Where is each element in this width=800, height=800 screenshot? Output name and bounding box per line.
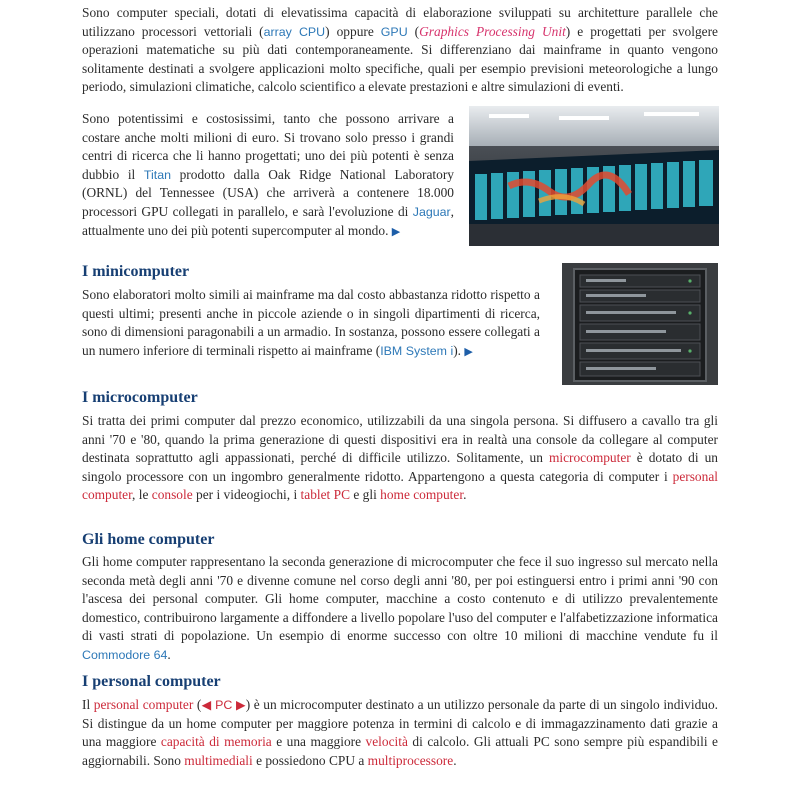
commodore-64-link[interactable]: Commodore 64 xyxy=(82,647,168,662)
memory-capacity-term: capacità di memoria xyxy=(160,734,272,750)
tablet-pc-term: tablet PC xyxy=(300,487,351,503)
microcomputer-paragraph: Si tratta dei primi computer dal prezzo economico, utilizzabili da una singola persona. Si diffusero a cavallo tra gli anni '70 e '80, quando la prima generazione di questi dispositivi era in realtà una console da collegare al computer destinata soprattutto agli appassionati, perché di difficile utilizzo. Solitamente, un microcomputer è dotato di un singolo processore con un ingombro generalmente ridotto. Appartengono a questa categoria di computer i personal computer, le console per i videogiochi, i tablet PC e gli home computer. xyxy=(82,413,718,503)
microcomputer-heading: I microcomputer xyxy=(82,389,198,406)
personal-computer-paragraph: Il personal computer (◀ PC ▶) è un microcomputer destinato a un utilizzo personale da parte di un singolo individuo. Si distingue da un home computer per maggiore potenza in termini di calcolo e di immagazzinamento dati grazie a una maggiore capacità di memoria e una maggiore velocità di calcolo. Gli attuali PC sono sempre più espandibili e aggiornabili. Sono multimediali e possiedono CPU a multiprocessore. xyxy=(82,697,719,768)
home-computer-paragraph: Gli home computer rappresentano la seconda generazione di microcomputer che fece il suo ingresso sul mercato nella seconda metà degli anni '70 e divenne comune nel corso degli anni '80, per poi estinguersi entro i primi anni '90 con l'ascesa dei personal computer. Gli home computer, macchine a costo contenuto e di utilizzo prevalentemente domestico, contribuirono largamente a diffondere a livello popolare l'uso del computer e l'alfabetizzazione informatica di vasti strati di popolazione. Un esempio di enorme successo con oltre 10 milioni di macchine vendute fu il Commodore 64. xyxy=(82,554,718,662)
personal-computer-term: personal computer xyxy=(82,468,718,503)
array-cpu-link[interactable]: array CPU xyxy=(263,24,326,39)
titan-link[interactable]: Titan xyxy=(143,167,171,182)
home-computer-term: home computer xyxy=(380,487,464,503)
gpu-link[interactable]: GPU xyxy=(380,24,408,39)
continue-arrow-icon[interactable]: ▶ xyxy=(391,225,401,238)
gpu-fullname: Graphics Processing Unit xyxy=(419,23,566,39)
console-term: console xyxy=(151,487,193,503)
supercomputer-intro-paragraph: Sono computer speciali, dotati di elevatissima capacità di elaborazione sviluppati su architetture parallele che utilizzano processori vettoriali (array CPU) oppure GPU (Graphics Processing Unit) e progettati per svolgere operazioni matematiche su più dati contemporaneamente. Si differenziano dai mainframe in quanto vengono solitamente destinati a svolgere applicazioni molto specifiche, quali per esempio previsioni meteorologiche a lungo periodo, simulazioni climatiche, calcolo scientifico a elevate prestazioni e altre simulazioni di eventi. xyxy=(82,5,718,95)
supercomputer-photo xyxy=(469,106,719,246)
microcomputer-term: microcomputer xyxy=(548,450,631,466)
multimedia-term: multimediali xyxy=(184,752,253,768)
supercomputer-detail-paragraph: Sono potentissimi e costosissimi, tanto che possono arrivare a costare anche molti milioni di euro. Si trovano solo presso i grandi centri di ricerca che li hanno progettati; uno dei più potenti è senza dubbio il Titan prodotto dalla Oak Ridge National Laboratory (ORNL) del Tennessee (USA) che arriverà a contenere 18.000 processori GPU collegati in parallelo, e sarà l'evoluzione di Jaguar, attualmente uno dei più potenti supercomputer al mondo. ▶ xyxy=(82,111,454,238)
personal-computer-heading: I personal computer xyxy=(82,673,221,690)
pc-reference-link[interactable]: ◀ PC ▶ xyxy=(201,698,246,712)
multiprocessor-term: multiprocessore xyxy=(367,752,454,768)
minicomputer-photo xyxy=(562,263,718,385)
minicomputer-heading: I minicomputer xyxy=(82,263,190,280)
jaguar-link[interactable]: Jaguar xyxy=(412,204,451,219)
speed-term: velocità xyxy=(365,734,408,750)
ibm-system-i-link[interactable]: IBM System i xyxy=(380,343,454,358)
personal-computer-term: personal computer xyxy=(93,697,194,712)
continue-arrow-icon[interactable]: ▶ xyxy=(464,345,473,358)
minicomputer-paragraph: Sono elaboratori molto simili ai mainframe ma dal costo abbastanza ridotto rispetto a questi ultimi; presenti anche in piccole aziende o in singoli dipartimenti di ricerca, sono di dimensioni paragonabili a un armadio. In sostanza, possono essere collegati a un numero inferiore di terminali rispetto ai mainframe (IBM System i). ▶ xyxy=(82,287,540,358)
home-computer-heading: Gli home computer xyxy=(82,531,215,548)
